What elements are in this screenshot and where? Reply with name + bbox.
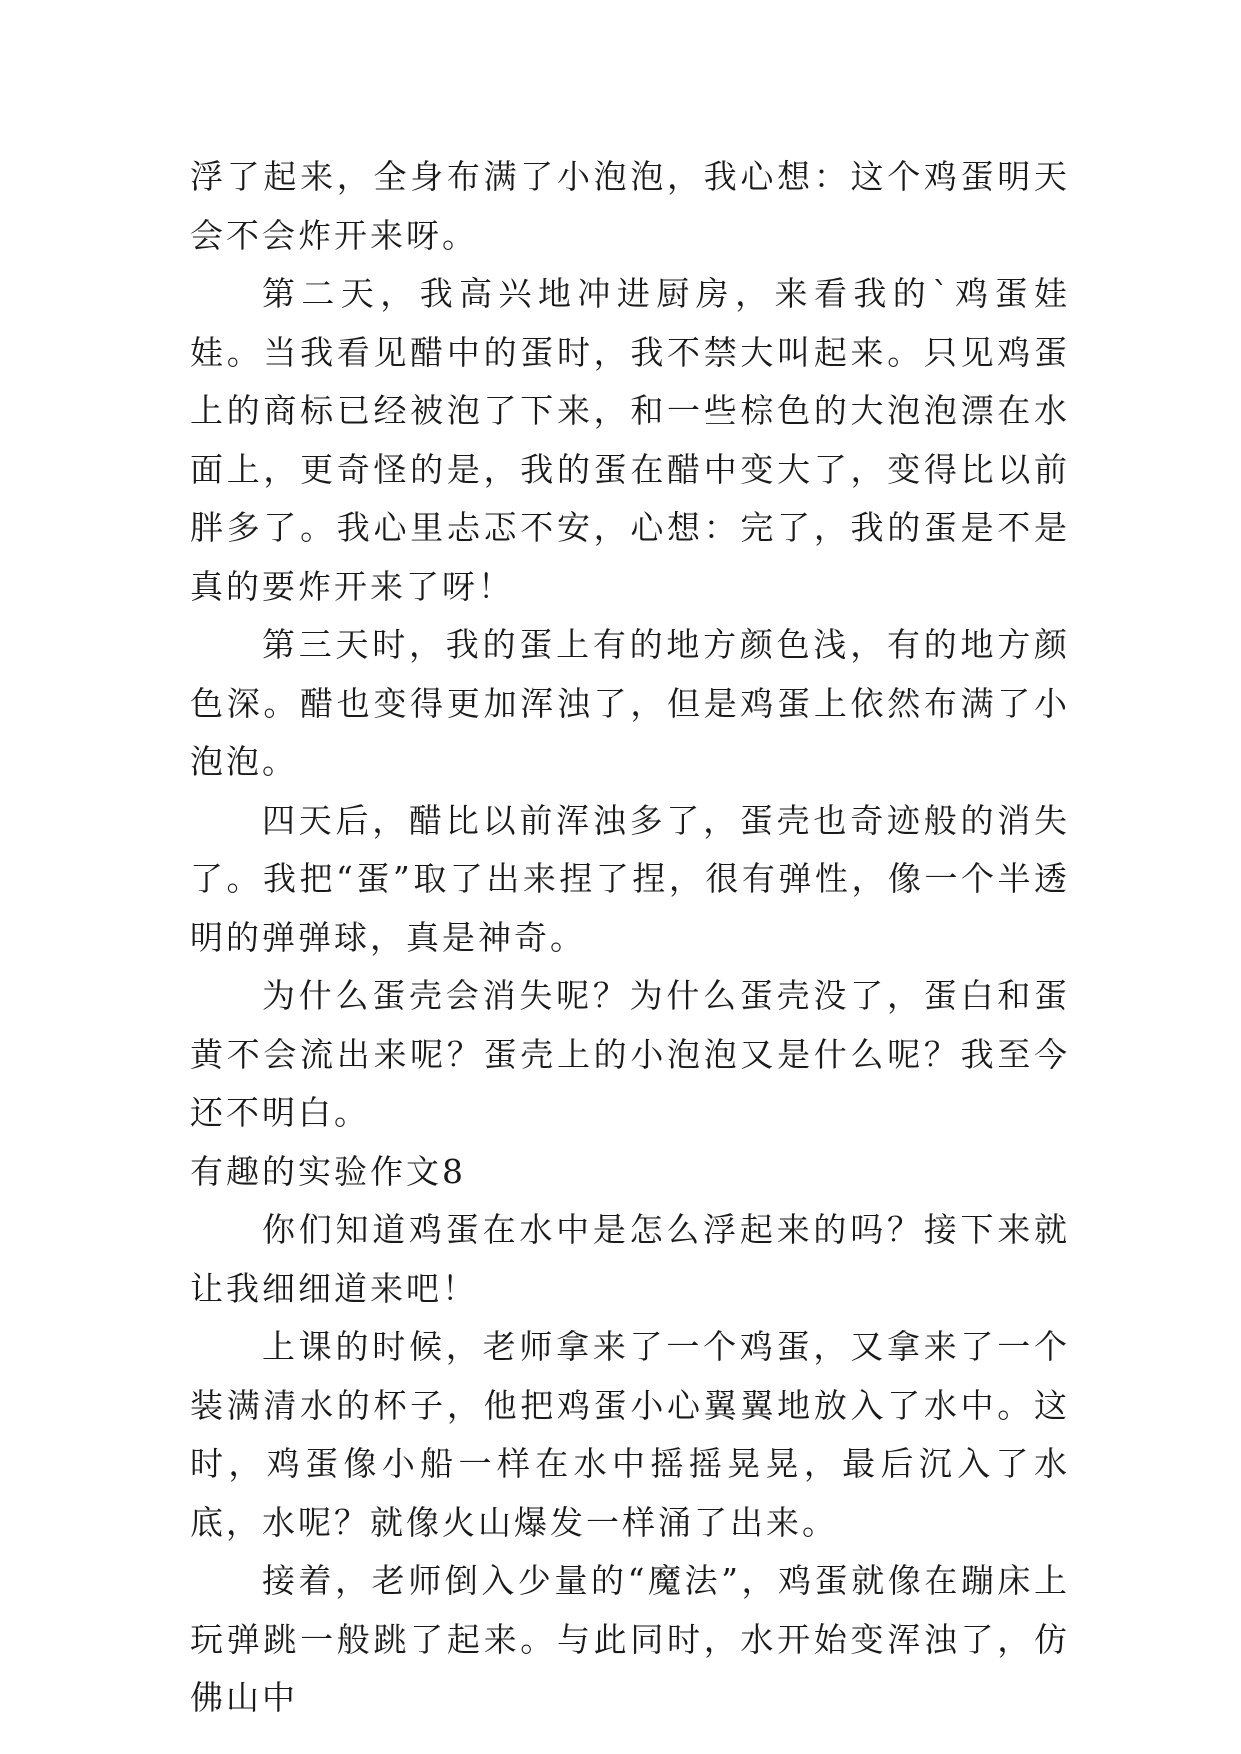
paragraph-day-four: 四天后，醋比以前浑浊多了，蛋壳也奇迹般的消失了。我把“蛋”取了出来捏了捏，很有弹性，像一个半透明的弹弹球，真是神奇。 xyxy=(190,800,1070,957)
paragraph-magic: 接着，老师倒入少量的“魔法”，鸡蛋就像在蹦床上玩弹跳一般跳了起来。与此同时，水开始变浑浊了，仿佛山中 xyxy=(190,1561,1070,1717)
paragraph-day-three: 第三天时，我的蛋上有的地方颜色浅，有的地方颜色深。醋也变得更加浑浊了，但是鸡蛋上依然布满了小泡泡。 xyxy=(190,625,1070,781)
paragraph-continuation: 浮了起来，全身布满了小泡泡，我心想：这个鸡蛋明天会不会炸开来呀。 xyxy=(190,157,1070,255)
document-body xyxy=(190,148,1070,1728)
paragraph-questions: 为什么蛋壳会消失呢？为什么蛋壳没了，蛋白和蛋黄不会流出来呢？蛋壳上的小泡泡又是什么呢？我至今还不明白。 xyxy=(190,976,1070,1132)
essay-heading: 有趣的实验作文8 xyxy=(190,1151,466,1191)
paragraph-day-two: 第二天，我高兴地冲进厨房，来看我的`鸡蛋娃娃。当我看见醋中的蛋时，我不禁大叫起来。只见鸡蛋上的商标已经被泡了下来，和一些棕色的大泡泡漂在水面上，更奇怪的是，我的蛋在醋中变大了，变得比以前胖多了。我心里忐忑不安，心想：完了，我的蛋是不是真的要炸开来了呀！ xyxy=(190,274,1070,606)
paragraph-intro: 你们知道鸡蛋在水中是怎么浮起来的吗？接下来就让我细细道来吧！ xyxy=(190,1210,1070,1308)
paragraph-class: 上课的时候，老师拿来了一个鸡蛋，又拿来了一个装满清水的杯子，他把鸡蛋小心翼翼地放入了水中。这时，鸡蛋像小船一样在水中摇摇晃晃，最后沉入了水底，水呢？就像火山爆发一样涌了出来。 xyxy=(190,1327,1070,1542)
